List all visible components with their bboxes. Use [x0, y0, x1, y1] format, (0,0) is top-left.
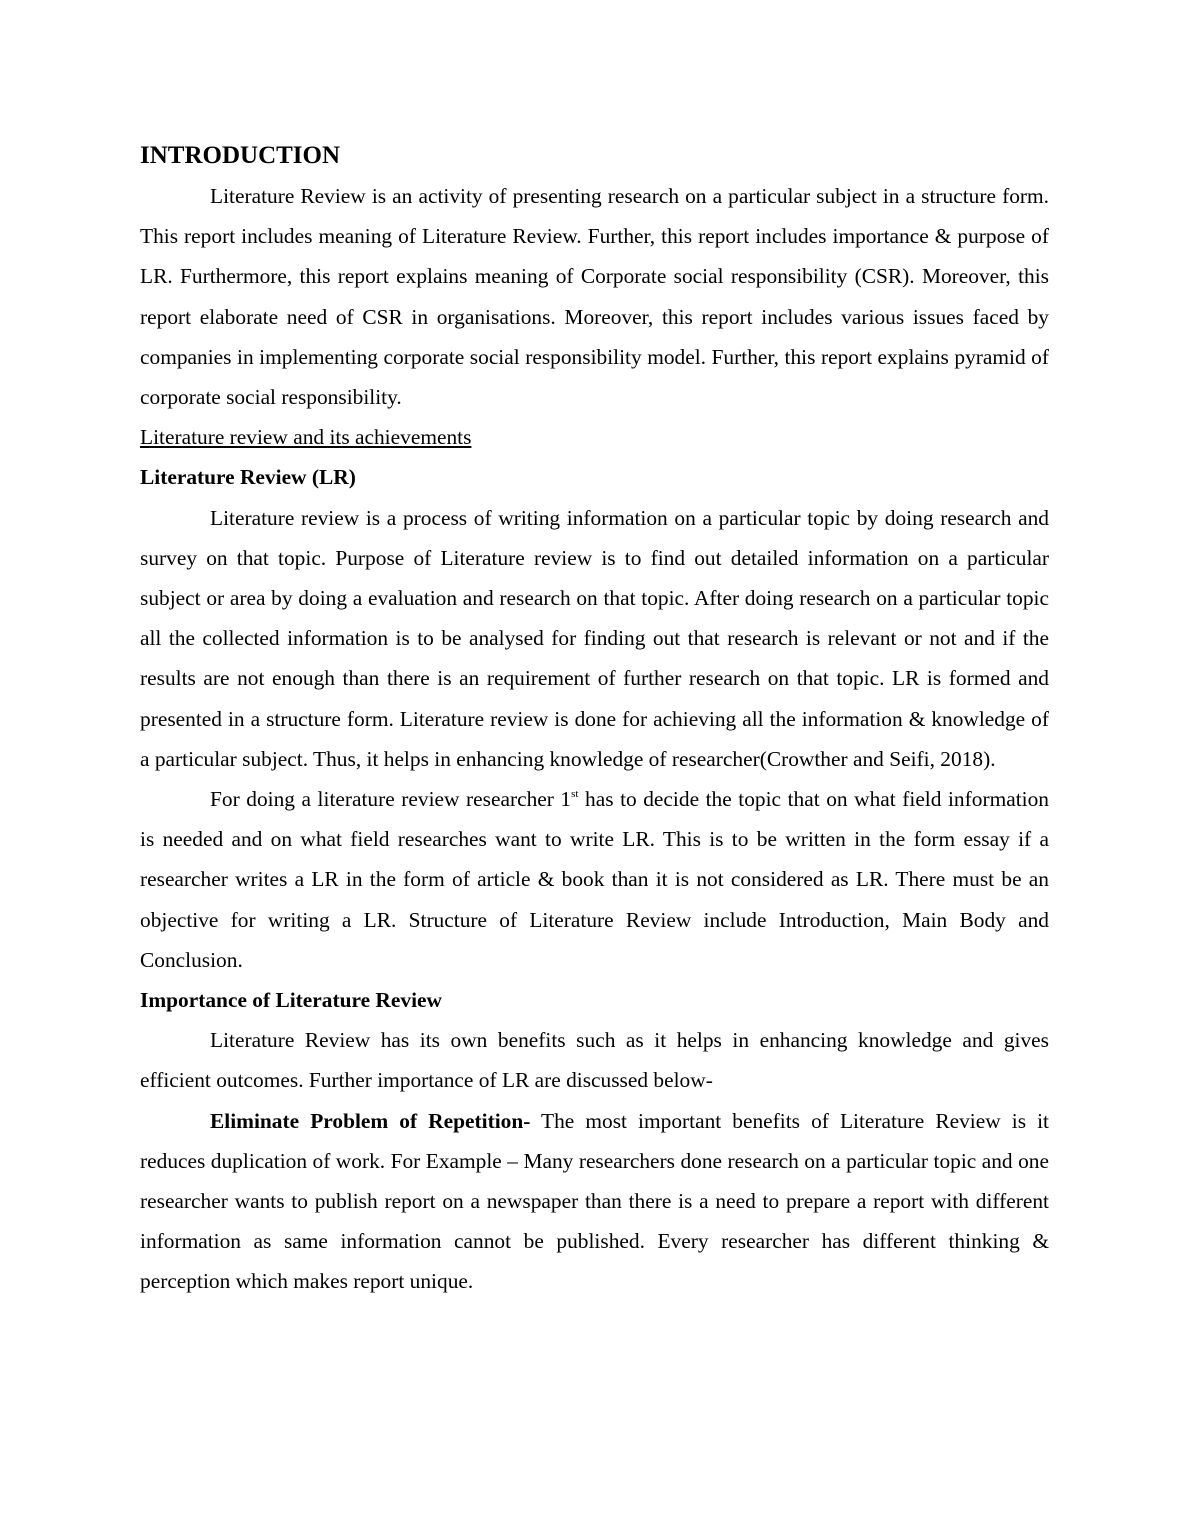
importance-heading: Importance of Literature Review [140, 988, 442, 1013]
doing-paragraph-end: has to decide the topic that on what field information is needed and on what field researches want to write LR. This is to be written in the form essay if a researcher writes a LR in the form of article & book than it is not considered as LR. There must be an objective for writing a LR. Structure of Literature Review include Introduction, Main Body and Conclusion. [140, 787, 1049, 972]
repetition-label: Eliminate Problem of Repetition- [210, 1108, 531, 1133]
lr-heading: Literature Review (LR) [140, 465, 356, 490]
ordinal-superscript: st [571, 788, 579, 801]
importance-paragraph: Literature Review has its own benefits such as it helps in enhancing knowledge and gives efficient outcomes. Further importance of LR are discussed below- [140, 1028, 1049, 1093]
document-page [140, 136, 1049, 1302]
page-title: INTRODUCTION [140, 142, 341, 169]
repetition-paragraph [140, 1101, 1049, 1302]
lr-paragraph: Literature review is a process of writing information on a particular topic by doing research and survey on that topic. Purpose of Literature review is to find out detailed information on a particular subject or area by doing a evaluation and research on that topic. After doing research on a particular topic all the collected information is to be analysed for finding out that research is relevant or not and if the results are not enough than there is an requirement of further research on that topic. LR is formed and presented in a structure form. Literature review is done for achieving all the information & knowledge of a particular subject. Thus, it helps in enhancing knowledge of researcher(Crowther and Seifi, 2018). [140, 505, 1049, 771]
section-heading: Literature review and its achievements [140, 425, 472, 450]
repetition-text: The most important benefits of Literature Review is it reduces duplication of work. For Example – Many researchers done research on a particular topic and one researcher wants to publish report on a newspaper than there is a need to prepare a report with different information as same information cannot be published. Every researcher has different thinking & perception which makes report unique. [140, 1108, 1049, 1294]
doing-paragraph [140, 779, 1049, 980]
intro-paragraph: Literature Review is an activity of presenting research on a particular subject in a structure form. This report includes meaning of Literature Review. Further, this report includes importance & purpose of LR. Furthermore, this report explains meaning of Corporate social responsibility (CSR). Moreover, this report elaborate need of CSR in organisations. Moreover, this report includes various issues faced by companies in implementing corporate social responsibility model. Further, this report explains pyramid of corporate social responsibility. [140, 184, 1049, 410]
doing-paragraph-start: For doing a literature review researcher 1 [210, 787, 572, 812]
